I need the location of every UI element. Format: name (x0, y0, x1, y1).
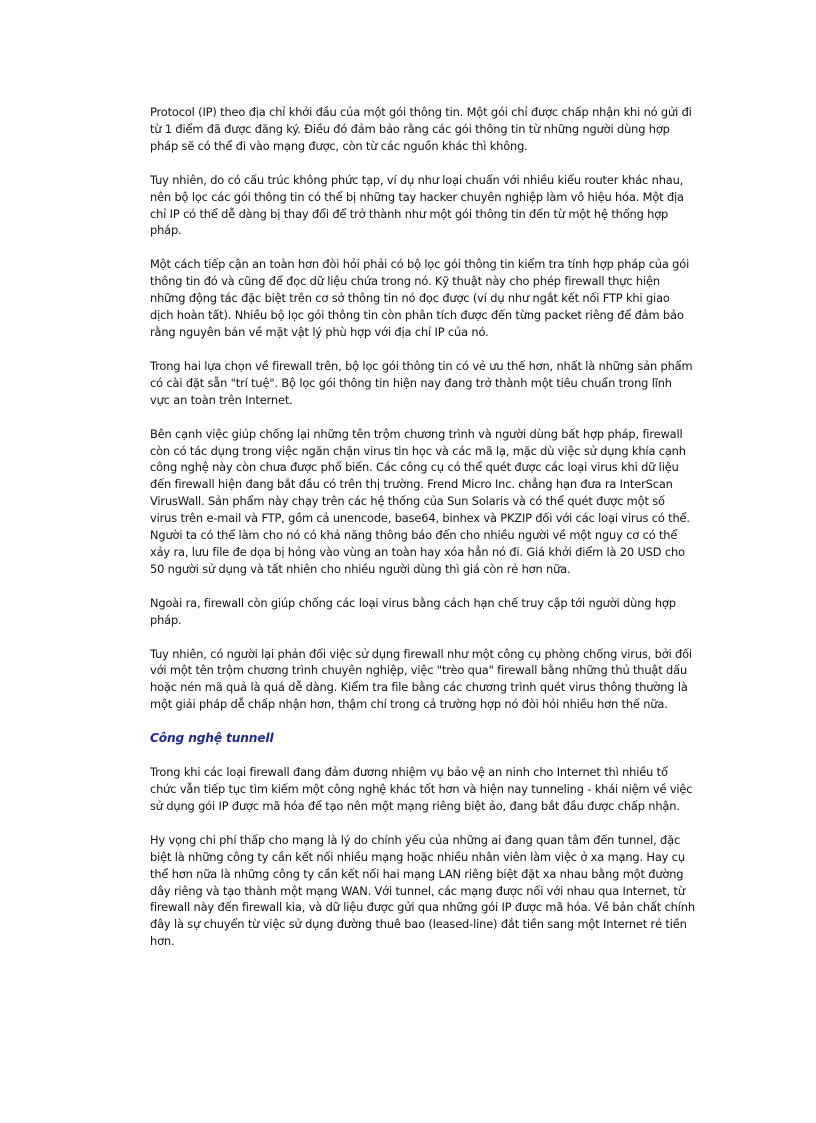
document-body (150, 104, 695, 967)
paragraph: Trong hai lựa chọn về firewall trên, bộ lọc gói thông tin có vẻ ưu thế hơn, nhất là những sản phẩm có cài đặt sẵn "trí tuệ". Bộ lọc gói thông tin hiện nay đang trở thành một tiêu chuẩn trong lĩnh vực an toàn trên Internet. (150, 358, 693, 407)
paragraph: Protocol (IP) theo địa chỉ khởi đầu của một gói thông tin. Một gói chỉ được chấp nhận khi nó gửi đi từ 1 điểm đã được đăng ký. Điều đó đảm bảo rằng các gói thông tin từ những người dùng hợp pháp sẽ có thể đi vào mạng được, còn từ các nguồn khác thì không. (150, 105, 692, 153)
paragraph: Một cách tiếp cận an toàn hơn đòi hỏi phải có bộ lọc gói thông tin kiểm tra tính hợp pháp của gói thông tin đó và cũng để đọc dữ liệu chứa trong nó. Kỹ thuật này cho phép firewall thực hiện những động tác đặc biệt trên cơ sở thông tin nó đọc được (ví dụ như ngắt kết nối FTP khi giao dịch hoàn tất). Nhiều bộ lọc gói thông tin còn phân tích được đến từng packet riêng để đảm bảo rằng nguyên bản về mặt vật lý phù hợp với địa chỉ IP của nó. (150, 257, 690, 339)
paragraph: Hy vọng chi phí thấp cho mạng là lý do chính yếu của những ai đang quan tâm đến tunnel, đặc biệt là những công ty cần kết nối nhiều mạng hoặc nhiều nhân viên làm việc ở xa mạng. Hay cụ thể hơn nữa là những công ty cần kết nối hai mạng LAN riêng biệt đặt xa nhau bằng một đường dây riêng và tạo thành một mạng WAN. Với tunnel, các mạng được nối với nhau qua Internet, từ firewall này đến firewall kia, và dữ liệu được gửi qua những gói IP được mã hóa. Về bản chất chính đây là sự chuyển từ việc sử dụng đường thuê bao (leased-line) đắt tiền sang một Internet rẻ tiền hơn. (150, 832, 695, 949)
paragraph: Tuy nhiên, do có cấu trúc không phức tạp, ví dụ như loại chuẩn với nhiều kiểu router khác nhau, nên bộ lọc các gói thông tin có thể bị những tay hacker chuyên nghiệp làm vô hiệu hóa. Một địa chỉ IP có thể dễ dàng bị thay đổi để trở thành như một gói thông tin đến từ một hệ thống hợp pháp. (150, 172, 684, 238)
paragraph: Tuy nhiên, có người lại phản đối việc sử dụng firewall như một công cụ phòng chống virus, bởi đối với một tên trộm chương trình chuyên nghiệp, việc "trèo qua" firewall bằng những thủ thuật dấu hoặc nén mã quả là quá dễ dàng. Kiểm tra file bằng các chương trình quét virus thông thường là một giải pháp dễ chấp nhận hơn, thậm chí trong cả trường hợp nó đòi hỏi nhiều hơn thế nữa. (150, 646, 692, 712)
paragraph: Bên cạnh việc giúp chống lại những tên trộm chương trình và người dùng bất hợp pháp, firewall còn có tác dụng trong việc ngăn chặn virus tin học và các mã lạ, mặc dù việc sử dụng khía cạnh công nghệ này còn chưa được phổ biến. Các công cụ có thể quét được các loại virus khi dữ liệu đến firewall hiện đang bắt đầu có trên thị trường. Frend Micro Inc. chẳng hạn đưa ra InterScan VirusWall. Sản phẩm này chạy trên các hệ thống của Sun Solaris và có thể quét được một số virus trên e-mail và FTP, gồm cả unencode, base64, binhex và PKZIP đối với các loại virus có thể. Người ta có thể làm cho nó có khả năng thông báo đến cho nhiều người về một nguy cơ có thể xảy ra, lưu file đe dọa bị hỏng vào vùng an toàn hay xóa hẳn nó đi. Giá khởi điểm là 20 USD cho 50 người sử dụng và tất nhiên cho nhiều người dùng thì giá còn rẻ hơn nữa. (150, 426, 690, 576)
section-heading: Công nghệ tunnell (150, 731, 274, 746)
paragraph: Trong khi các loại firewall đang đảm đương nhiệm vụ bảo vệ an ninh cho Internet thì nhiều tổ chức vẫn tiếp tục tìm kiếm một công nghệ khác tốt hơn và hiện nay tunneling - khái niệm về việc sử dụng gói IP được mã hóa để tạo nên một mạng riêng biệt ảo, đang bắt đầu được chấp nhận. (150, 765, 693, 813)
paragraph: Ngoài ra, firewall còn giúp chống các loại virus bằng cách hạn chế truy cập tới người dùng hợp pháp. (150, 595, 676, 627)
